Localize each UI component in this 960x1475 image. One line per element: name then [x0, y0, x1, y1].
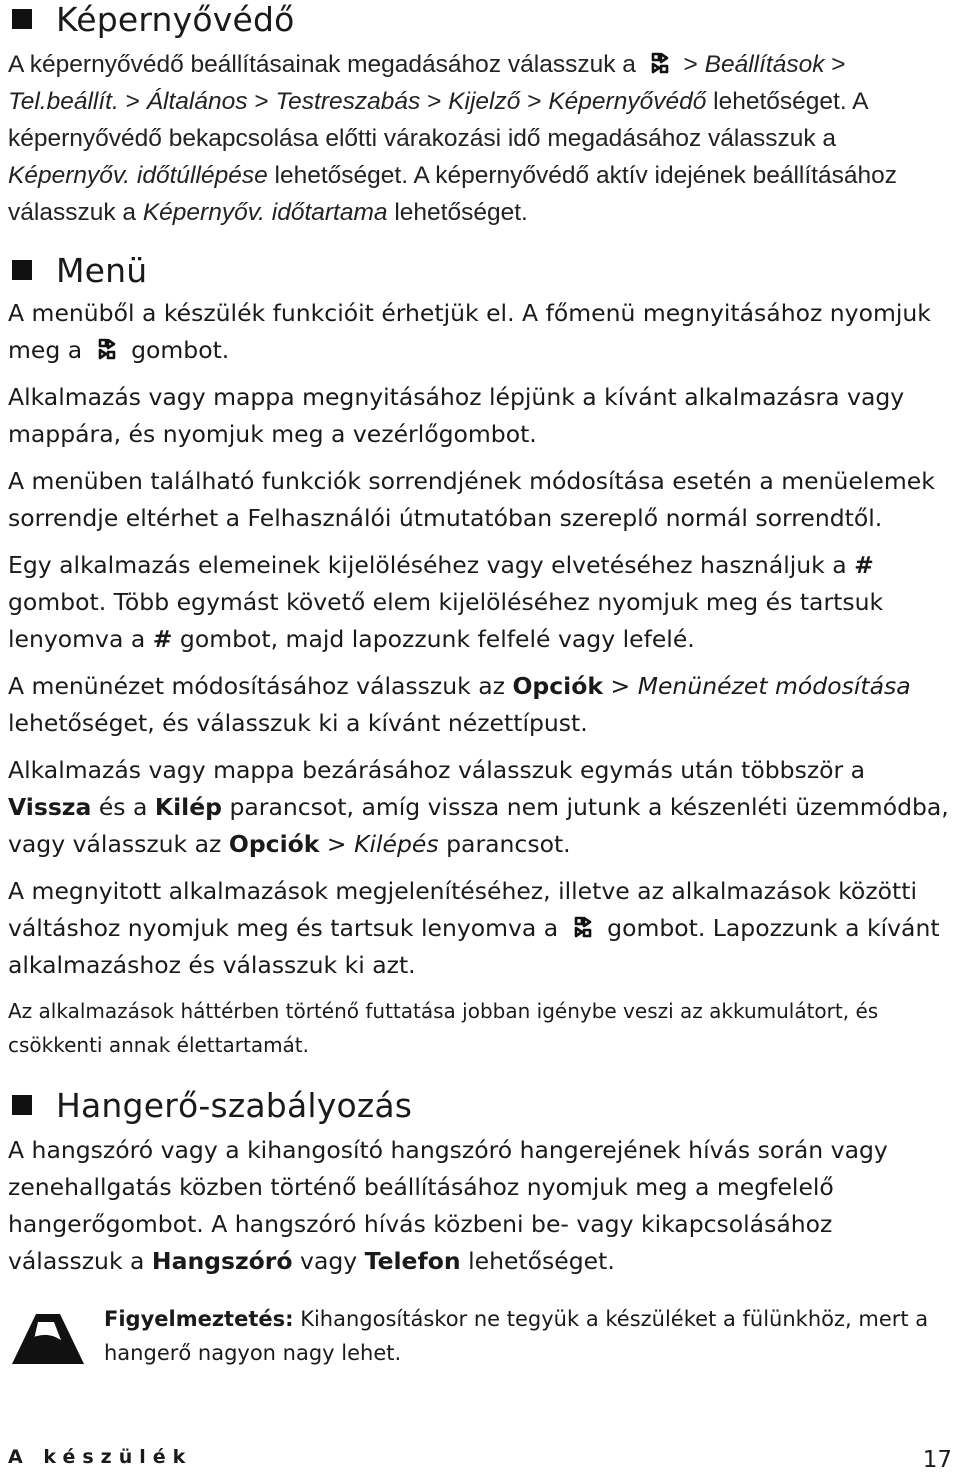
heading-bullet-icon: [12, 9, 32, 29]
section-heading-volume: Hangerő-szabályozás: [8, 1084, 952, 1126]
menu-note: Az alkalmazások háttérben történő futtatása jobban igénybe veszi az akkumulátort, és csökkenti annak élettartamát.: [8, 999, 879, 1057]
section-heading-screensaver: Képernyővédő: [8, 0, 952, 38]
footer-page-number: 17: [922, 1447, 952, 1473]
heading-bullet-icon: [12, 1095, 32, 1115]
screensaver-paragraph-1: A képernyővédő beállításainak megadásához válasszuk a > Beállítások > Tel.beállít. > Általános > Testreszabás > Kijelző > Képernyővédő lehetőséget. A képernyővédő bekapcsolása előtti várakozási idő megadásához válasszuk a Képernyőv. időtúllépése lehetőséget. A képernyővédő aktív idejének beállításához válasszuk a Képernyőv. időtartama lehetőséget.: [8, 51, 897, 226]
warning-icon: [8, 1308, 86, 1368]
warning-text: Kihangosításkor ne tegyük a készüléket a fülünkhöz, mert a hangerő nagyon nagy lehet.: [104, 1307, 929, 1365]
menu-paragraph-1: A menüből a készülék funkcióit érhetjük el. A főmenü megnyitásához nyomjuk meg a gombot.: [8, 299, 931, 364]
menu-paragraph-7: A megnyitott alkalmazások megjelenítéséhez, illetve az alkalmazások közötti váltáshoz nyomjuk meg és tartsuk lenyomva a gombot. Lapozzunk a kívánt alkalmazáshoz és válasszuk ki azt.: [8, 877, 940, 979]
page-content: [8, 0, 952, 1370]
menu-key-icon: [570, 914, 596, 942]
menu-key-icon: [94, 336, 120, 364]
volume-paragraph-1: A hangszóró vagy a kihangosító hangszóró hangerejének hívás során vagy zenehallgatás közben történő beállításához nyomjuk meg a megfelelő hangerőgombot. A hangszóró hívás közbeni be- vagy kikapcsolásához válasszuk a Hangszóró vagy Telefon lehetőséget.: [8, 1136, 888, 1275]
menu-key-icon: [647, 50, 673, 78]
menu-paragraph-4: Egy alkalmazás elemeinek kijelöléséhez vagy elvetéséhez használjuk a # gombot. Több egymást követő elem kijelöléséhez nyomjuk meg és tartsuk lenyomva a # gombot, majd lapozzunk felfelé vagy lefelé.: [8, 551, 884, 653]
menu-paragraph-6: Alkalmazás vagy mappa bezárásához válasszuk egymás után többször a Vissza és a Kilép parancsot, amíg vissza nem jutunk a készenléti üzemmódba, vagy válasszuk az Opciók > Kilépés parancsot.: [8, 756, 949, 858]
footer-chapter-title: A készülék: [8, 1446, 193, 1468]
menu-paragraph-5: A menünézet módosításához válasszuk az Opciók > Menünézet módosítása lehetőséget, és válasszuk ki a kívánt nézettípust.: [8, 672, 911, 737]
menu-paragraph-3: A menüben található funkciók sorrendjének módosítása esetén a menüelemek sorrendje eltérhet a Felhasználói útmutatóban szereplő normál sorrendtől.: [8, 467, 935, 532]
warning-box: [8, 1302, 952, 1370]
heading-bullet-icon: [12, 260, 32, 280]
menu-paragraph-2: Alkalmazás vagy mappa megnyitásához lépjünk a kívánt alkalmazásra vagy mappára, és nyomjuk meg a vezérlőgombot.: [8, 383, 905, 448]
section-heading-menu: Menü: [8, 249, 952, 291]
warning-label: Figyelmeztetés:: [104, 1307, 294, 1331]
